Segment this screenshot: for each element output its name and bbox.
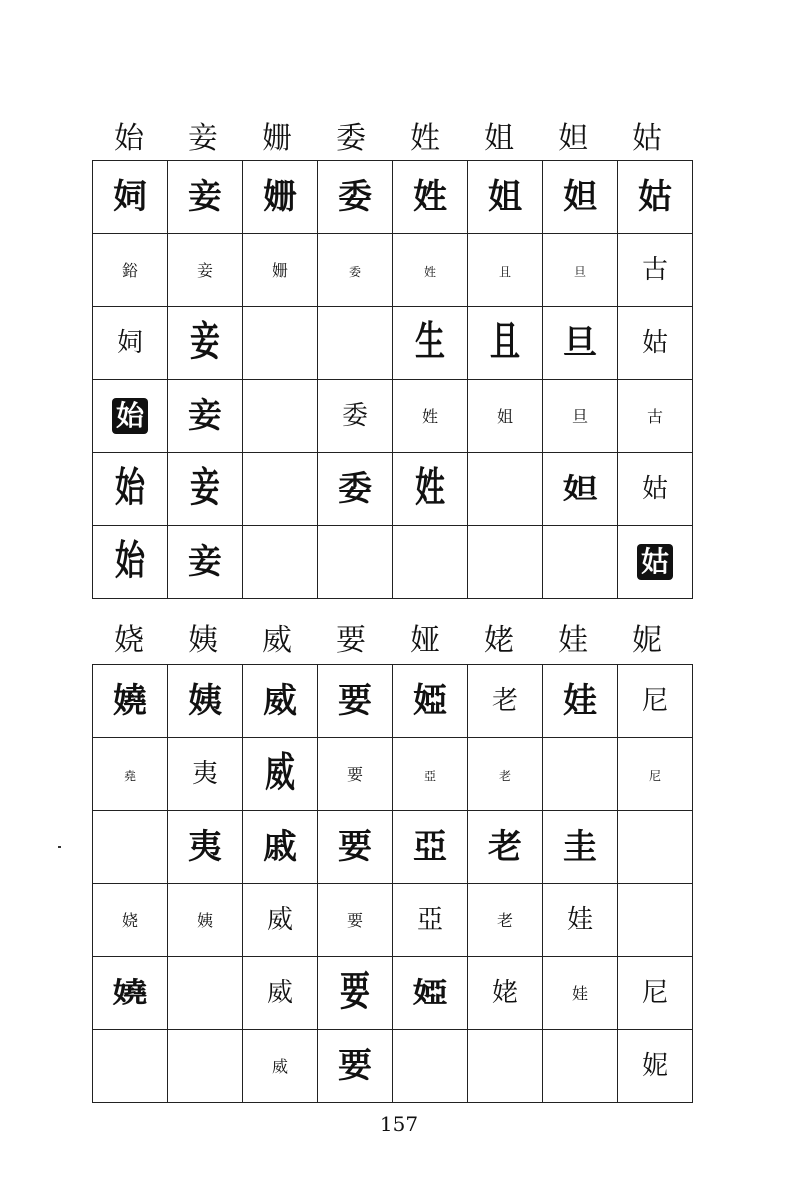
glyph-form: 威 — [265, 749, 295, 797]
glyph-form: 委 — [348, 264, 361, 279]
glyph-form: 妲 — [563, 177, 597, 217]
glyph-form: 妾 — [188, 396, 222, 436]
empty-cell — [393, 526, 468, 599]
empty-cell — [468, 526, 543, 599]
glyph-cell — [468, 234, 543, 307]
empty-cell — [618, 884, 693, 957]
glyph-cell — [93, 380, 168, 453]
table-row — [93, 234, 693, 307]
glyph-form: 姓 — [415, 464, 445, 512]
glyph-form: 旦 — [573, 264, 586, 279]
glyph-form: 要 — [338, 827, 372, 867]
glyph-cell — [168, 884, 243, 957]
glyph-cell — [618, 957, 693, 1030]
glyph-cell — [393, 380, 468, 453]
glyph-cell — [393, 811, 468, 884]
glyph-cell — [168, 453, 243, 526]
empty-cell — [543, 738, 618, 811]
glyph-form: 妾 — [190, 318, 220, 366]
glyph-cell — [318, 1030, 393, 1103]
glyph-form: 且 — [498, 264, 511, 279]
glyph-form: 威 — [266, 905, 293, 935]
table-row — [93, 665, 693, 738]
empty-cell — [618, 811, 693, 884]
glyph-cell — [93, 161, 168, 234]
glyph-cell — [93, 234, 168, 307]
empty-cell — [243, 526, 318, 599]
glyph-form: 始 — [115, 464, 145, 512]
glyph-form: 婭 — [413, 681, 447, 721]
glyph-cell — [468, 738, 543, 811]
section-2-header-row — [92, 612, 684, 662]
glyph-form: 婭 — [412, 976, 448, 1009]
header-character: 姗 — [262, 121, 292, 156]
glyph-cell — [93, 665, 168, 738]
glyph-form: 威 — [263, 681, 297, 721]
empty-cell — [168, 1030, 243, 1103]
glyph-form: 戚 — [263, 827, 297, 867]
glyph-cell — [468, 884, 543, 957]
glyph-cell — [318, 380, 393, 453]
glyph-form: 妾 — [188, 542, 222, 582]
table-row — [93, 957, 693, 1030]
glyph-form: 姑 — [638, 177, 672, 217]
glyph-form: 姐 — [488, 177, 522, 217]
glyph-form: 妾 — [188, 177, 222, 217]
header-character: 妾 — [188, 121, 218, 156]
glyph-form: 娃 — [566, 905, 593, 935]
header-character: 姐 — [484, 121, 514, 156]
glyph-cell — [243, 738, 318, 811]
glyph-form: 圭 — [563, 827, 597, 867]
page-number: 157 — [379, 1112, 419, 1136]
glyph-cell — [93, 957, 168, 1030]
glyph-cell — [93, 526, 168, 599]
table-row — [93, 811, 693, 884]
header-character: 娅 — [410, 623, 440, 658]
empty-cell — [318, 526, 393, 599]
glyph-cell — [543, 811, 618, 884]
glyph-cell — [318, 957, 393, 1030]
table-row — [93, 1030, 693, 1103]
header-character: 娃 — [558, 623, 588, 658]
glyph-form: 姓 — [413, 177, 447, 217]
empty-cell — [243, 453, 318, 526]
empty-cell — [543, 526, 618, 599]
glyph-form: 妮 — [641, 1051, 668, 1081]
empty-cell — [93, 1030, 168, 1103]
empty-cell — [318, 307, 393, 380]
glyph-form: 威 — [271, 1056, 288, 1076]
glyph-cell — [468, 811, 543, 884]
glyph-cell — [468, 380, 543, 453]
glyph-cell — [168, 738, 243, 811]
glyph-form: 老 — [491, 686, 518, 716]
glyph-cell — [168, 526, 243, 599]
glyph-form: 古 — [641, 255, 668, 285]
glyph-form: 嬈 — [112, 976, 148, 1009]
glyph-cell — [318, 234, 393, 307]
glyph-form: 姑 — [641, 474, 668, 504]
glyph-cell — [318, 453, 393, 526]
section-1-glyph-table — [92, 160, 693, 599]
glyph-cell — [543, 665, 618, 738]
glyph-cell — [393, 957, 468, 1030]
header-character: 威 — [262, 623, 292, 658]
header-character: 娆 — [114, 623, 144, 658]
glyph-form: 要 — [338, 1046, 372, 1086]
header-character: 始 — [114, 121, 144, 156]
table-row — [93, 307, 693, 380]
glyph-cell — [318, 665, 393, 738]
table-row — [93, 738, 693, 811]
glyph-form: 妾 — [196, 260, 213, 280]
header-character: 姨 — [188, 623, 218, 658]
glyph-form: 姐 — [496, 406, 513, 426]
header-character: 委 — [336, 121, 366, 156]
table-row — [93, 453, 693, 526]
glyph-form: 姗 — [271, 260, 288, 280]
empty-cell — [393, 1030, 468, 1103]
glyph-form: 亞 — [416, 905, 443, 935]
glyph-cell — [618, 380, 693, 453]
glyph-form: 夷 — [191, 759, 218, 789]
empty-cell — [93, 811, 168, 884]
glyph-form: 姓 — [421, 406, 438, 426]
glyph-form: 始 — [115, 537, 145, 585]
glyph-form: 姥 — [491, 978, 518, 1008]
glyph-cell — [543, 957, 618, 1030]
glyph-cell — [243, 161, 318, 234]
glyph-form: 姨 — [188, 681, 222, 721]
glyph-form: 委 — [341, 401, 368, 431]
glyph-form: 娃 — [571, 983, 588, 1003]
header-character: 姥 — [484, 623, 514, 658]
glyph-cell — [243, 234, 318, 307]
glyph-form: 姑 — [637, 544, 673, 580]
glyph-cell — [168, 380, 243, 453]
glyph-form: 娆 — [121, 910, 138, 930]
glyph-cell — [318, 811, 393, 884]
glyph-cell — [318, 161, 393, 234]
glyph-cell — [543, 453, 618, 526]
glyph-cell — [618, 234, 693, 307]
glyph-form: 妲 — [562, 472, 598, 505]
glyph-form: 威 — [266, 978, 293, 1008]
glyph-cell — [393, 738, 468, 811]
glyph-cell — [93, 884, 168, 957]
glyph-cell — [243, 665, 318, 738]
glyph-cell — [543, 884, 618, 957]
glyph-form: 妾 — [190, 464, 220, 512]
glyph-cell — [393, 665, 468, 738]
table-row — [93, 884, 693, 957]
glyph-cell — [618, 1030, 693, 1103]
glyph-form: 旦 — [571, 406, 588, 426]
glyph-form: 㚸 — [113, 177, 147, 217]
table-row — [93, 380, 693, 453]
glyph-cell — [168, 161, 243, 234]
glyph-cell — [618, 665, 693, 738]
section-1-header-row — [92, 110, 684, 160]
glyph-form: 嬈 — [113, 681, 147, 721]
glyph-cell — [243, 811, 318, 884]
glyph-form: 尼 — [641, 978, 668, 1008]
glyph-cell — [618, 526, 693, 599]
glyph-cell — [93, 738, 168, 811]
empty-cell — [468, 1030, 543, 1103]
glyph-form: 姓 — [423, 264, 436, 279]
glyph-form: 要 — [338, 681, 372, 721]
glyph-cell — [618, 161, 693, 234]
glyph-form: 鋊 — [121, 260, 138, 280]
glyph-form: 旦 — [563, 323, 597, 363]
glyph-form: 且 — [490, 318, 520, 366]
glyph-form: 委 — [338, 469, 372, 509]
glyph-cell — [393, 234, 468, 307]
glyph-form: 姗 — [263, 177, 297, 217]
glyph-form: 亞 — [423, 768, 436, 783]
glyph-cell — [168, 811, 243, 884]
glyph-form: 要 — [340, 968, 370, 1016]
glyph-cell — [393, 161, 468, 234]
header-character: 姓 — [410, 121, 440, 156]
header-character: 要 — [336, 623, 366, 658]
glyph-cell — [543, 161, 618, 234]
glyph-form: 老 — [488, 827, 522, 867]
header-character: 妲 — [558, 121, 588, 156]
empty-cell — [243, 307, 318, 380]
table-row — [93, 161, 693, 234]
glyph-form: 堯 — [123, 768, 136, 783]
glyph-cell — [243, 957, 318, 1030]
glyph-cell — [243, 884, 318, 957]
glyph-cell — [318, 884, 393, 957]
glyph-cell — [393, 453, 468, 526]
section-2-glyph-table — [92, 664, 693, 1103]
glyph-form: 亞 — [413, 827, 447, 867]
glyph-form: 姨 — [196, 910, 213, 930]
glyph-cell — [543, 307, 618, 380]
glyph-form: 老 — [496, 910, 513, 930]
header-character: 姑 — [632, 121, 662, 156]
glyph-cell — [168, 307, 243, 380]
glyph-cell — [468, 161, 543, 234]
glyph-cell — [543, 234, 618, 307]
glyph-cell — [93, 453, 168, 526]
glyph-cell — [618, 453, 693, 526]
table-row — [93, 526, 693, 599]
glyph-cell — [243, 1030, 318, 1103]
glyph-cell — [618, 738, 693, 811]
empty-cell — [243, 380, 318, 453]
glyph-cell — [468, 307, 543, 380]
glyph-cell — [543, 380, 618, 453]
glyph-cell — [318, 738, 393, 811]
glyph-form: 要 — [346, 764, 363, 784]
glyph-form: 要 — [346, 910, 363, 930]
empty-cell — [168, 957, 243, 1030]
glyph-form: 姑 — [641, 328, 668, 358]
glyph-cell — [168, 234, 243, 307]
glyph-form: 古 — [646, 406, 663, 426]
glyph-cell — [618, 307, 693, 380]
glyph-cell — [93, 307, 168, 380]
glyph-cell — [393, 307, 468, 380]
glyph-form: 娃 — [563, 681, 597, 721]
glyph-form: 夷 — [188, 827, 222, 867]
glyph-cell — [168, 665, 243, 738]
glyph-form: 始 — [112, 398, 148, 434]
glyph-form: 生 — [415, 318, 445, 366]
empty-cell — [468, 453, 543, 526]
header-character: 妮 — [632, 623, 662, 658]
glyph-form: 㚸 — [116, 328, 143, 358]
glyph-cell — [393, 884, 468, 957]
glyph-cell — [468, 957, 543, 1030]
empty-cell — [543, 1030, 618, 1103]
stray-mark — [58, 846, 61, 848]
glyph-form: 尼 — [641, 686, 668, 716]
glyph-form: 尼 — [648, 768, 661, 783]
glyph-cell — [468, 665, 543, 738]
glyph-form: 委 — [338, 177, 372, 217]
glyph-form: 老 — [498, 768, 511, 783]
